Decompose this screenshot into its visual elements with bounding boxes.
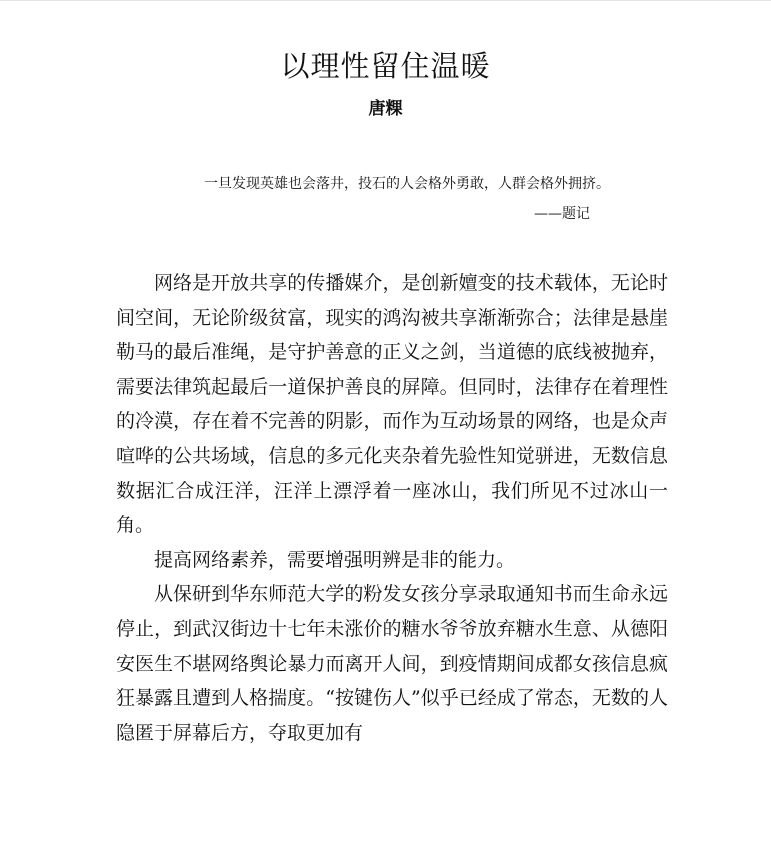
body-paragraph: 从保研到华东师范大学的粉发女孩分享录取通知书而生命永远停止，到武汉街边十七年未涨价的糖水爷爷放弃糖水生意、从德阳安医生不堪网络舆论暴力而离开人间，到疫情期间成都女孩信息疯狂暴露且遭到人格揣度。“按键伤人”似乎已经成了常态，无数的人隐匿于屏幕后方，夺取更加有 [116,583,668,744]
document-title: 以理性留住温暖 [280,49,491,83]
body-paragraph: 提高网络素养，需要增强明辨是非的能力。 [154,548,516,571]
document-author: 唐粿 [368,99,403,119]
page-top-border [0,0,771,1]
epigraph-text: 一旦发现英雄也会落井，投石的人会格外勇敢，人群会格外拥挤。 [204,176,610,192]
body-paragraph: 网络是开放共享的传播媒介，是创新嬗变的技术载体，无论时间空间，无论阶级贫富，现实的鸿沟被共享渐渐弥合；法律是悬崖勒马的最后准绳，是守护善意的正义之剑，当道德的底线被抛弃，需要法律筑起最后一道保护善良的屏障。但同时，法律存在着理性的冷漠，存在着不完善的阴影，而作为互动场景的网络，也是众声喧哗的公共场域，信息的多元化夹杂着先验性知觉骈进，无数信息数据汇合成汪洋，汪洋上漂浮着一座冰山，我们所见不过冰山一角。 [116,272,668,537]
document-body [116,266,668,750]
epigraph-source: ——题记 [534,206,590,222]
